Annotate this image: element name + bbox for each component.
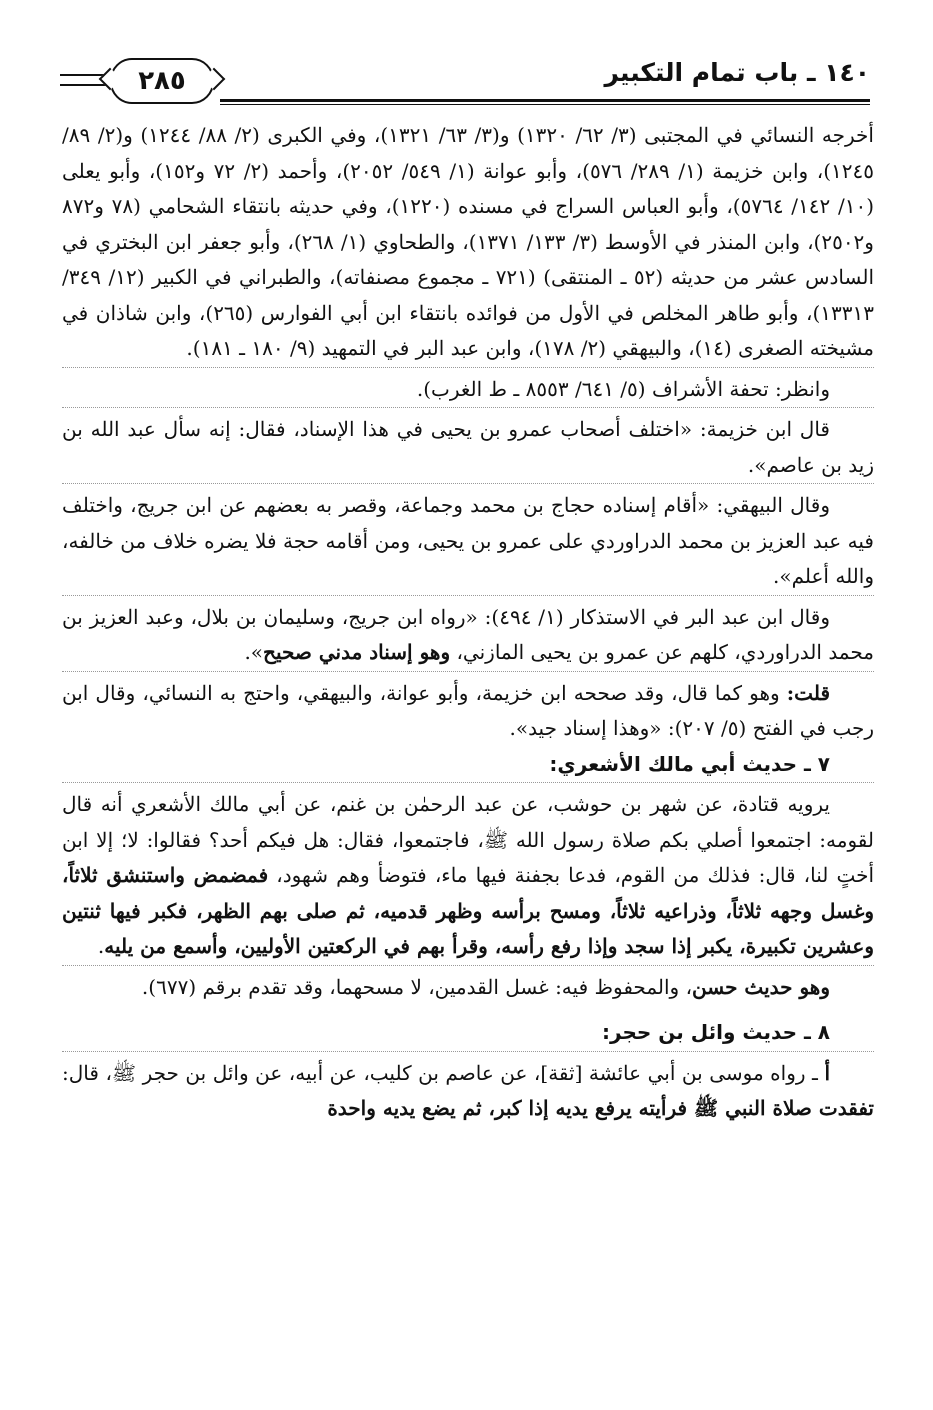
subsection-letter: أ <box>824 1060 830 1085</box>
quote-emphasis: وهو إسناد مدني صحيح <box>263 640 451 664</box>
comment-lead: قلت: <box>786 680 830 705</box>
ibn-khuzaymah-quote: قال ابن خزيمة: «اختلف أصحاب عمرو بن يحيى في هذا الإسناد، فقال: إنه سأل عبد الله بن زيد بن عاصم». <box>62 407 874 483</box>
header-rule <box>220 99 870 102</box>
reference-paragraph: وانظر: تحفة الأشراف (٥/ ٦٤١/ ٨٥٥٣ ـ ط الغرب). <box>62 367 874 408</box>
quote-text: وقال ابن عبد البر في الاستذكار (١/ ٤٩٤): «رواه ابن جريج، وسليمان بن بلال، وعبد العزيز بن محمد الدراوردي، كلهم عن عمرو بن يحيى المازني، <box>62 604 874 664</box>
page-number: ٢٨٥ <box>138 66 186 96</box>
section-heading-7: ٧ ـ حديث أبي مالك الأشعري: <box>549 751 830 776</box>
hadith-matn-bold: فمضمض واستنشق ثلاثاً، وغسل وجهه ثلاثاً، وذراعيه ثلاثاً، ومسح برأسه وظهر قدميه، ثم صلى بهم الظهر، فكبر فيها ثنتين وعشرين تكبيرة، يكبر إذا سجد وإذا رفع رأسه، وقرأ بهم في الركعتين الأوليين، وأسمع من يليه <box>62 863 874 958</box>
hadith-8-chain: ـ رواه موسى بن أبي عائشة [ثقة]، عن عاصم بن كليب، عن أبيه، عن وائل بن حجر ﷺ، قال: <box>62 1060 825 1085</box>
page-body <box>62 118 874 1127</box>
page-header <box>60 52 872 110</box>
grading-text: ، والمحفوظ فيه: غسل القدمين، لا مسحهما، وقد تقدم برقم (٦٧٧). <box>141 974 693 999</box>
page-number-frame <box>110 58 214 104</box>
hadith-8-matn-bold: تفقدت صلاة النبي ﷺ فرأيته يرفع يديه إذا كبر، ثم يضع يديه واحدة <box>327 1096 874 1120</box>
section-heading-8: ٨ ـ حديث وائل بن حجر: <box>602 1020 830 1044</box>
hadith-chain: يرويه قتادة، عن شهر بن حوشب، عن عبد الرحمٰن بن غنم، عن أبي مالك الأشعري أنه قال لقومه: اجتمعوا أصلي بكم صلاة رسول الله ﷺ، فاجتمعوا، فقال: هل فيكم أحد؟ فقالوا: لا؛ إلا ابن أختٍ لنا، قال: فذلك من القوم، فدعا بجفنة فيها ماء، فتوضأ وهم شهود، <box>62 792 875 887</box>
quote-end: ». <box>244 640 264 664</box>
running-title: ١٤٠ ـ باب تمام التكبير <box>604 58 870 87</box>
hadith-7-text <box>62 782 874 965</box>
header-rule-thin <box>220 104 870 105</box>
grading-paragraph <box>62 965 874 1006</box>
hadith-end: . <box>97 934 105 958</box>
author-comment <box>62 671 874 747</box>
ibn-abd-al-barr-quote <box>62 595 874 671</box>
hadith-8-text <box>62 1051 874 1127</box>
grading-lead: وهو حديث حسن <box>692 974 830 999</box>
comment-text: وهو كما قال، وقد صححه ابن خزيمة، وأبو عوانة، والبيهقي، واحتج به النسائي، وقال ابن رجب في الفتح (٥/ ٢٠٧): «وهذا إسناد جيد». <box>62 680 874 740</box>
takhrij-paragraph: أخرجه النسائي في المجتبى (٣/ ٦٢/ ١٣٢٠) و(٣/ ٦٣/ ١٣٢١)، وفي الكبرى (٢/ ٨٨/ ١٢٤٤) و(٢/ ٨٩/ ١٢٤٥)، وابن خزيمة (١/ ٢٨٩/ ٥٧٦)، وأبو عوانة (١/ ٥٤٩/ ٢٠٥٢)، وأحمد (٢/ ٧٢ و١٥٢)، وأبو يعلى (١٠/ ١٤٢/ ٥٧٦٤)، وأبو العباس السراج في مسنده (١٢٢٠)، وفي حديثه بانتقاء الشحامي (٧٨ و٨٧٢ و٢٥٠٢)، وابن المنذر في الأوسط (٣/ ١٣٣/ ١٣٧١)، والطحاوي (١/ ٢٦٨)، وأبو جعفر ابن البختري في السادس عشر من حديثه (٥٢ ـ المنتقى) (٧٢١ ـ مجموع مصنفاته)، والطبراني في الكبير (١٢/ ٣٤٩/ ١٣٣١٣)، وأبو طاهر المخلص في الأول من فوائده بانتقاء ابن أبي الفوارس (٢٦٥)، وابن شاذان في مشيخته الصغرى (١٤)، والبيهقي (٢/ ١٧٨)، وابن عبد البر في التمهيد (٩/ ١٨٠ ـ ١٨١). <box>62 123 874 360</box>
bayhaqi-quote: وقال البيهقي: «أقام إسناده حجاج بن محمد وجماعة، وقصر به بعضهم عن ابن جريج، واختلف فيه عبد العزيز بن محمد الدراوردي على عمرو بن يحيى، ومن أقامه حجة فلا يضره خلاف من خالفه، والله أعلم». <box>62 483 874 595</box>
